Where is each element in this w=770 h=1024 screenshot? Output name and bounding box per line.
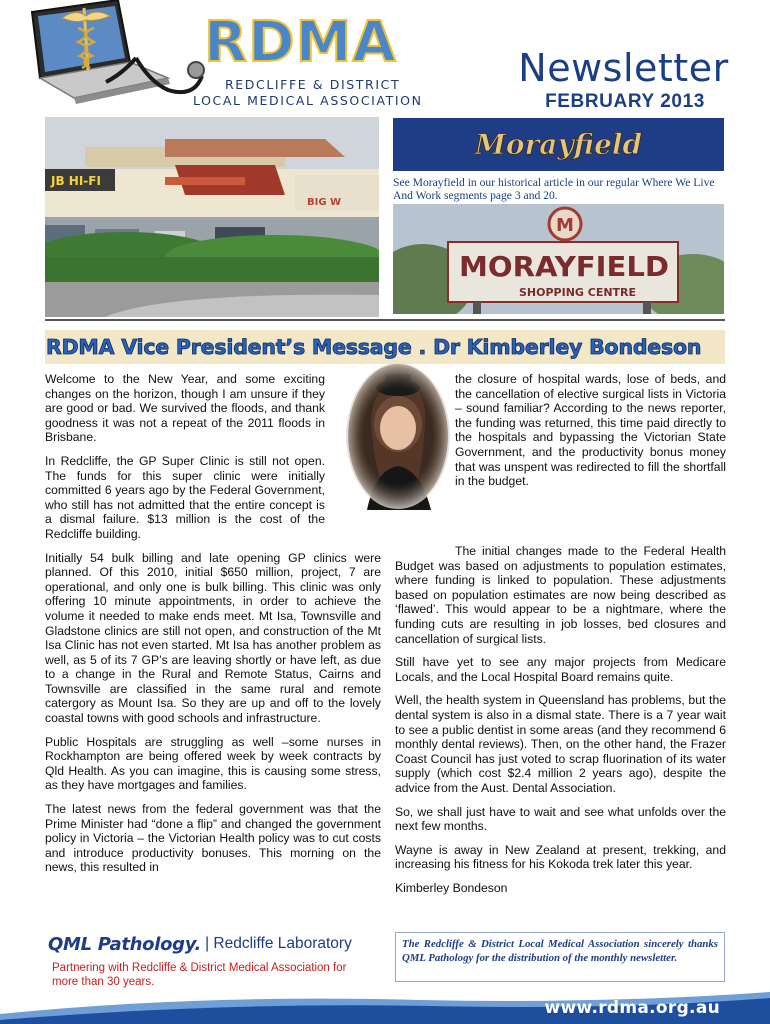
- article-right-top-column: [455, 372, 726, 498]
- issue-date: FEBRUARY 2013: [545, 91, 705, 112]
- article-paragraph: The initial changes made to the Federal Health Budget was based on adjustments to population estimates, where funding is linked to population. These adjustments based on population estimates are now being described as ‘flawed’. This would appear to be a nightmare, where the funding cuts are resulting in job losses, bed closures and cancellation of surgical lists.: [395, 544, 726, 646]
- qml-tagline: Partnering with Redcliffe & District Medical Association for more than 30 years.: [52, 962, 347, 988]
- rdma-logo-art: [18, 0, 208, 112]
- qml-pathology-ad: [38, 932, 383, 992]
- author-signature: Kimberley Bondeson: [395, 880, 508, 895]
- shopping-centre-sign-text: SHOPPING CENTRE: [519, 286, 637, 299]
- rdma-logo-text: RDMA: [204, 10, 397, 75]
- organisation-name-line2: LOCAL MEDICAL ASSOCIATION: [193, 93, 423, 108]
- morayfield-sign-text: MORAYFIELD: [459, 250, 669, 283]
- article-paragraph: Public Hospitals are struggling as well –some nurses in Rockhampton are being offered week by week contracts by Qld Health. As you can imagine, this is causing some stress, as they have mortgages and families.: [45, 734, 381, 793]
- article-paragraph: Welcome to the New Year, and some exciting changes on the horizon, though I am unsure if they are good or bad. We survived the floods, and thank goodness it was not a repeat of the 2011 floods in Brisbane.: [45, 372, 325, 445]
- article-paragraph: Well, the health system in Queensland has problems, but the dental system is also in a dismal state. There is a 7 year wait to see a public dentist in some areas (and they recommend 6 monthly dental reviews). Then, on the other hand, the Frazer Coast Council has just voted to scrap fluorination of its water supply (which cost $2.4 million 2 years ago), despite the advice from the Aust. Dental Association.: [395, 693, 726, 795]
- article-heading-bar: [45, 330, 725, 364]
- sponsor-thanks-note: The Redcliffe & District Local Medical Association sincerely thanks QML Pathology for the distribution of the monthly newsletter.: [395, 932, 725, 982]
- morayfield-sign-photo: [393, 204, 724, 314]
- big-w-sign: BIG W: [307, 197, 342, 208]
- article-paragraph: Wayne is away in New Zealand at present, trekking, and increasing his fitness for his Kokoda trek later this year.: [395, 842, 726, 872]
- website-link[interactable]: www.rdma.org.au: [544, 998, 720, 1018]
- morayfield-banner-text: Morayfield: [474, 128, 643, 161]
- morayfield-banner: [393, 118, 724, 171]
- article-paragraph: So, we shall just have to wait and see what unfolds over the next few months.: [395, 804, 726, 834]
- qml-brand-name: QML Pathology.: [48, 933, 202, 955]
- article-paragraph: Initially 54 bulk billing and late opening GP clinics were planned. Of this 2010, initial $650 million, project, 7 are operational, and only one is bulk billing. This clinic was only offering 10 minute appointments, in order to achieve the volume it needed to make ends meet. Mt Isa, Townsville and Gladstone clinics are still not open, and construction of the Mt Isa Clinic has not even started. Mt Isa has another problem as well, as 5 of its 7 GP’s are leaving shortly or have left, as due to a change in the Rural and Remote Status, Cairns and Townsville are classified in the same rural and remote catergory as Mount Isa. So they are up and off to the lovely coastal towns with good schools and infrastructure.: [45, 550, 381, 726]
- article-paragraph: The latest news from the federal government was that the Prime Minister had “done a flip” and changed the government policy in Victoria – the Victorian Health policy was to cut costs and introduce productivity bonuses. This morning on the news, this resulted in: [45, 802, 381, 875]
- qml-logo: [48, 932, 352, 956]
- article-left-column: [45, 372, 381, 884]
- jb-hifi-sign: JB HI-FI: [51, 174, 101, 188]
- shopping-centre-photo: [45, 117, 379, 317]
- svg-text:M: M: [556, 215, 574, 236]
- newsletter-title: Newsletter: [518, 46, 729, 90]
- feature-caption: See Morayfield in our historical article in our regular Where We Live And Work segments page 3 and 20.: [393, 176, 715, 202]
- qml-laboratory-label: | Redcliffe Laboratory: [205, 935, 352, 952]
- article-paragraph: In Redcliffe, the GP Super Clinic is still not open. The funds for this super clinic were initially committed 6 years ago by the Federal Government, who still has not admitted that the entire concept is a dismal failure. $13 million is the cost of the Redcliffe building.: [45, 453, 325, 541]
- article-paragraph: the closure of hospital wards, lose of beds, and the cancellation of elective surgical lists in Victoria – sound familiar? According to the news reporter, the funding was returned, this time paid directly to the hospitals and bypassing the Victorian State Government, and the productivity bonus money that was unspent was redirected to fill the shortfall in the budget.: [455, 372, 726, 489]
- section-divider: [45, 319, 725, 321]
- article-heading: RDMA Vice President’s Message . Dr Kimberley Bondeson: [46, 335, 702, 359]
- article-right-column: [395, 544, 726, 904]
- author-portrait: [345, 362, 451, 510]
- article-paragraph: Still have yet to see any major projects from Medicare Locals, and the Local Hospital Board remains quite.: [395, 655, 726, 684]
- organisation-name-line1: REDCLIFFE & DISTRICT: [225, 77, 401, 92]
